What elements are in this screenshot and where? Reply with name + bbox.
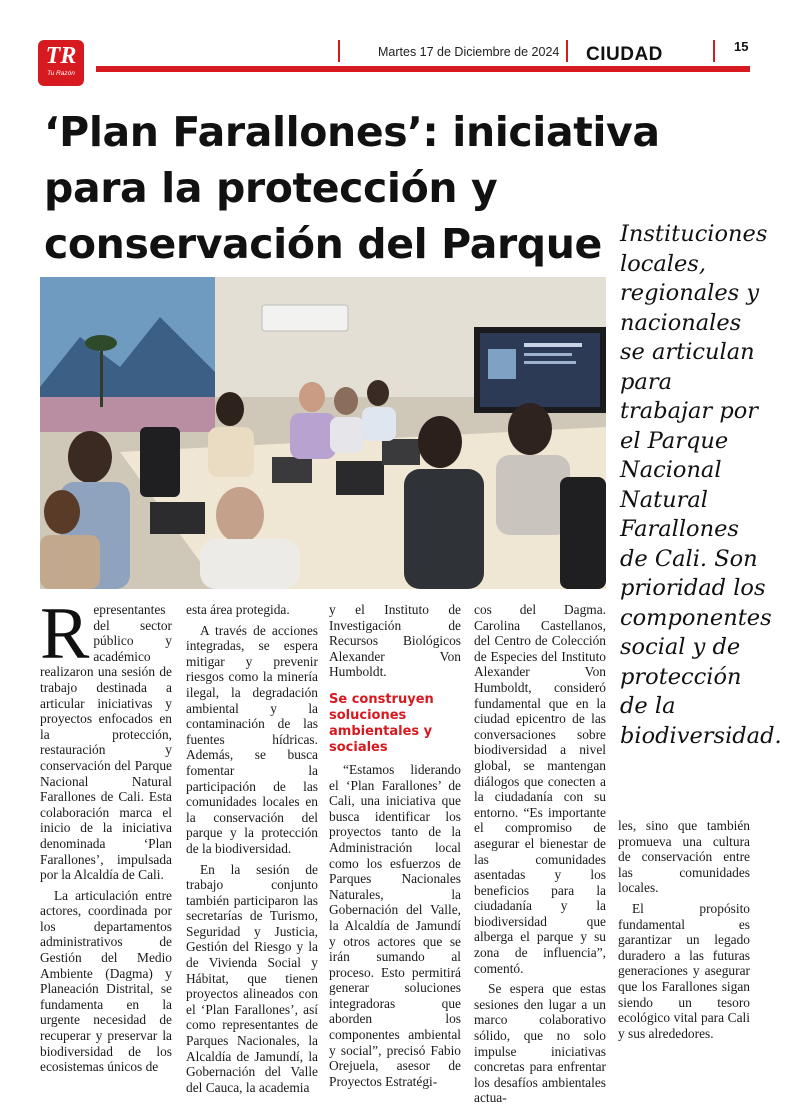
body-paragraph: Se espera que estas sesiones den lugar a un marco colaborativo sólido, que no solo impulse iniciativas concretas para enfrentar los desafíos ambientales actua- <box>474 981 606 1106</box>
header-divider <box>713 40 715 62</box>
body-paragraph <box>40 593 172 883</box>
drop-cap: R <box>40 593 90 675</box>
newspaper-logo <box>38 40 84 86</box>
body-column-5 <box>618 818 750 1046</box>
body-paragraph: cos del Dagma. Carolina Castellanos, del Centro de Colección de Especies del Instituto Alexander Von Humboldt, consideró fundamental que en la ciudad epicentro de las conversaciones sobre biodiversidad a nivel global, se mantengan diálogos que conecten a la ciudadanía con su entorno. “Es importante el compromiso de asegurar el bienestar de las comunidades asentadas y los beneficios para la ciudadanía y la biodiversidad que alberga el parque y su zona de influencia”, comentó. <box>474 602 606 976</box>
body-paragraph: les, sino que también promueva una cultura de conservación entre las comunidades locales. <box>618 818 750 896</box>
body-paragraph: esta área protegida. <box>186 602 290 617</box>
header-divider <box>338 40 340 62</box>
body-column-2 <box>186 602 318 1100</box>
logo-name: Tu Razón <box>47 70 75 77</box>
body-paragraph: La articulación entre actores, coordinada por los departamentos administrativos de Gestión del Medio Ambiente (Dagma) y Planeación Distrital, se fundamenta en la urgente necesidad de recuperar y preservar la biodiversidad de los ecosistemas únicos de <box>40 887 172 1075</box>
body-column-1 <box>40 593 172 1080</box>
header-rule <box>96 66 750 72</box>
article-photo <box>40 277 606 589</box>
body-paragraph: El propósito fundamental es garantizar un legado duradero a las futuras generaciones y asegurar que los Farallones sigan siendo un tesoro ecológico vital para Cali y sus alrededores. <box>618 900 750 1041</box>
body-paragraph: A través de acciones integradas, se espera mitigar y prevenir riesgos como la minería ilegal, la degradación ambiental y la contaminación de las fuentes hídricas. Además, se busca fomentar la participación de las comunidades locales en la conservación del parque y la protección de la biodiversidad. <box>186 622 318 856</box>
section-name: CIUDAD <box>586 44 663 65</box>
issue-date: Martes 17 de Diciembre de 2024 <box>378 45 560 59</box>
sidebar-pull-quote: Instituciones locales, regionales y nacionales se articulan para trabajar por el Parque Nacional Natural Farallones de Cali. Son prioridad los componentes social y de protección de la biodiversidad. <box>620 221 782 749</box>
logo-mark: TR <box>45 43 77 69</box>
paragraph-text: epresentantes del sector público y académico realizaron una sesión de trabajo destinada a articular iniciativas y proyectos enfocados en la protección, restauración y conservación del Parque Nacional Natural Farallones de Cali. Esta colaboración marca el inicio de la iniciativa denominada ‘Plan Farallones’, impulsada por la Alcaldía de Cali. <box>40 602 172 883</box>
header-divider <box>566 40 568 62</box>
body-paragraph: y el Instituto de Investigación de Recursos Biológicos Alexander Von Humboldt. <box>329 602 461 680</box>
body-paragraph: “Estamos liderando el ‘Plan Farallones’ de Cali, una iniciativa que busca identificar los proyectos tanto de la Administración local como los esfuerzos de Parques Nacionales Naturales, la Gobernación del Valle, la Alcaldía de Jamundí y otros actores que se irán sumando al proceso. Esto permitirá generar soluciones integradoras que aborden los componentes ambiental y social”, precisó Fabio Orejuela, asesor de Proyectos Estratégi- <box>329 761 461 1089</box>
page-number: 15 <box>734 39 749 54</box>
body-paragraph: En la sesión de trabajo conjunto también participaron las secretarías de Turismo, Seguridad y Justicia, Gestión del Riesgo y la de Vivienda Social y Hábitat, que tienen proyectos alineados con el ‘Plan Farallones’, así como representantes de Parques Nacionales, la Alcaldía de Jamundí, la Gobernación del Valle del Cauca, la academia <box>186 861 318 1095</box>
body-column-4 <box>474 602 606 1111</box>
meeting-room-photo <box>40 277 606 589</box>
body-column-3 <box>329 602 461 1094</box>
article-headline: ‘Plan Farallones’: iniciativa para la protección y conservación del Parque <box>44 108 660 268</box>
section-subheading: Se construyen soluciones ambientales y sociales <box>329 691 434 755</box>
